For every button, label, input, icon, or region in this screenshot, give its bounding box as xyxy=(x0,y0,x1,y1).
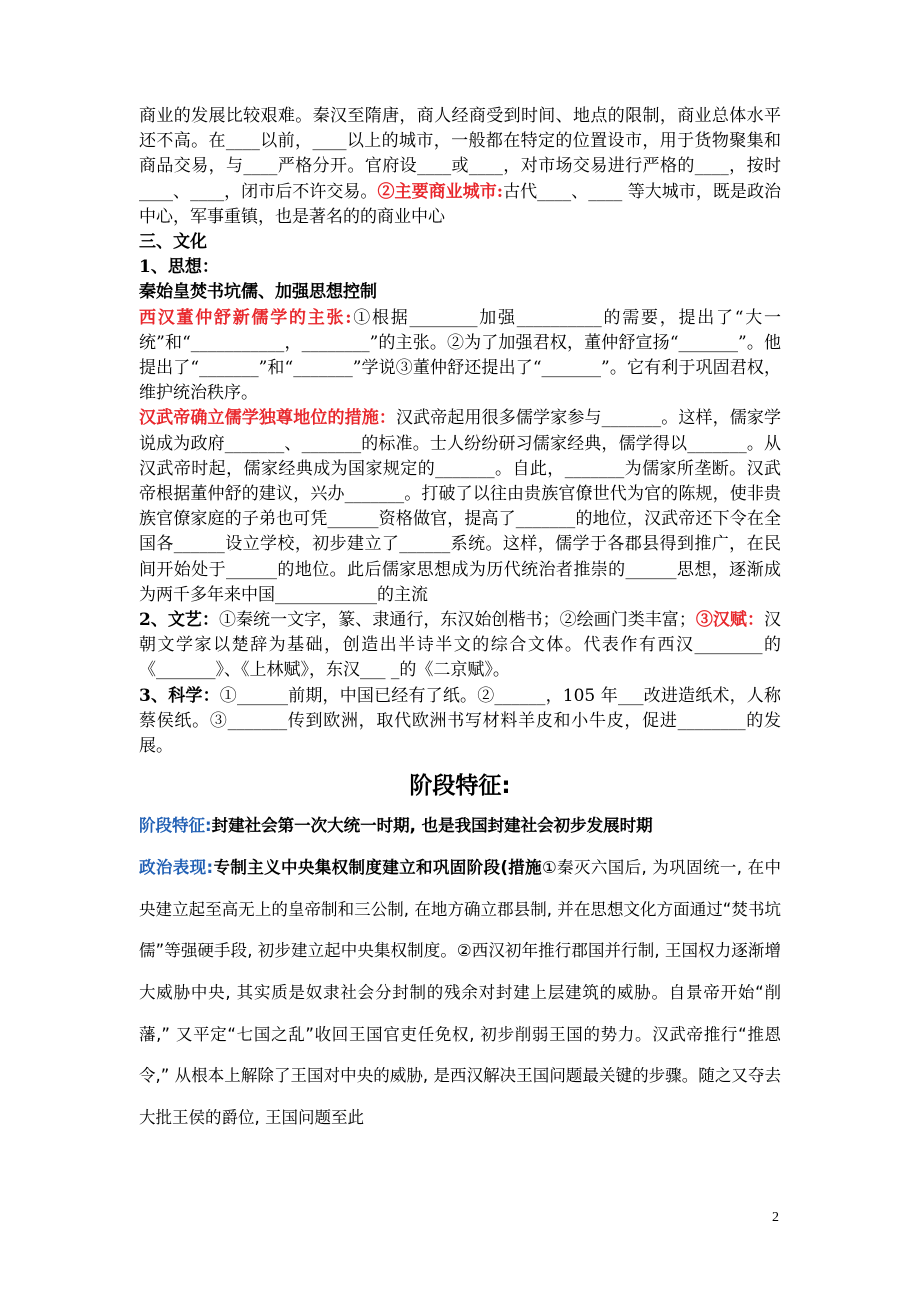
arts-paragraph xyxy=(139,608,781,684)
culture-heading: 三、文化 xyxy=(139,232,207,253)
page-content xyxy=(139,104,781,1138)
thought-heading: 1、思想： xyxy=(139,257,219,278)
science-paragraph xyxy=(139,684,781,760)
page-number: 2 xyxy=(772,1210,779,1225)
politics-text: ①秦灭六国后, 为巩固统一, 在中央建立起至高无上的皇帝制和三公制, 在地方确立郡县制, 并在思想文化方面通过“焚书坑儒”等强硬手段, 初步建立起中央集权制度。②西汉初年推行郡国并行制, 王国权力逐渐增大威胁中央, 其实质是奴隶社会分封制的残余对封建上层建筑的威胁。自景帝开始“削藩,” 又平定“七国之乱”收回王国官吏任免权, 初步削弱王国的势力。汉武帝推行“推恩令,” 从根本上解除了王国对中央的威胁, 是西汉解决王国问题最关键的步骤。随之又夺去大批王侯的爵位, 王国问题至此 xyxy=(139,858,781,1127)
han-wudi-heading: 汉武帝确立儒学独尊地位的措施： xyxy=(139,408,396,429)
dong-zhongshu-text: ①根据________加强__________的需要，提出了“大一统”和“___________，________”的主张。②为了加强君权，董仲舒宣扬“_______”。他提出了“_______”和“_______”学说③董仲舒还提出了“_______”。它有利于巩固君权，维护统治秩序。 xyxy=(139,307,781,404)
stage-feature-label: 阶段特征: xyxy=(139,816,212,836)
arts-text: ①秦统一文字，篆、隶通行，东汉始创楷书；②绘画门类丰富； xyxy=(219,610,696,631)
science-text: ①______前期，中国已经有了纸。②______，105 年___改进造纸术，人称蔡侯纸。③_______传到欧洲，取代欧洲书写材料羊皮和小牛皮，促进________的发展。 xyxy=(139,685,781,757)
han-fu-heading: ③汉赋： xyxy=(695,610,764,631)
dong-zhongshu-paragraph xyxy=(139,306,781,407)
commerce-text: 商业的发展比较艰难。秦汉至隋唐，商人经商受到时间、地点的限制，商业总体水平还不高。在____以前，____以上的城市，一般都在特定的位置设市，用于货物聚集和商品交易，与____严格分开。官府设____或____，对市场交易进行严格的____，按时____、____，闭市后不许交易。 xyxy=(139,106,781,202)
dong-zhongshu-heading: 西汉董仲舒新儒学的主张: xyxy=(139,307,352,328)
commerce-cities-text: 古代____、____ 等大城市，既是政治中心，军事重镇，也是著名的的商业中心 xyxy=(139,181,782,227)
politics-label: 政治表现: xyxy=(139,858,214,878)
stage-feature-line xyxy=(139,811,781,841)
arts-heading: 2、文艺： xyxy=(139,610,219,631)
stage-feature-text: 封建社会第一次大统一时期, 也是我国封建社会初步发展时期 xyxy=(211,816,653,836)
politics-paragraph xyxy=(139,847,781,1138)
science-heading: 3、科学： xyxy=(139,685,220,706)
politics-bold-text: 专制主义中央集权制度建立和巩固阶段(措施 xyxy=(213,858,542,878)
stage-section-title: 阶段特征: xyxy=(409,773,511,800)
han-wudi-text: 汉武帝起用很多儒学家参与_______。这样，儒家学说成为政府_______、_______的标准。士人纷纷研习儒家经典，儒学得以_______。从汉武帝时起，儒家经典成为国家规定的_______。自此，_______为儒家所垄断。汉武帝根据董仲舒的建议，兴办_______。打破了以往由贵族官僚世代为官的陈规，使非贵族官僚家庭的子弟也可凭______资格做官，提高了_______的地位，汉武帝还下令在全国各______设立学校，初步建立了______系统。这样，儒学于各郡县得到推广，在民间开始处于______的地位。此后儒家思想成为历代统治者推崇的______思想，逐渐成为两千多年来中国____________的主流 xyxy=(139,408,782,605)
commerce-paragraph xyxy=(139,104,781,230)
han-fu-text: 汉朝文学家以楚辞为基础，创造出半诗半文的综合文体。代表作有西汉________的《_______》、《上林赋》，东汉___ _的《二京赋》。 xyxy=(139,610,781,681)
qin-heading: 秦始皇焚书坑儒、加强思想控制 xyxy=(139,282,377,303)
commerce-cities-heading: ②主要商业城市: xyxy=(377,181,504,202)
han-wudi-paragraph xyxy=(139,406,781,608)
